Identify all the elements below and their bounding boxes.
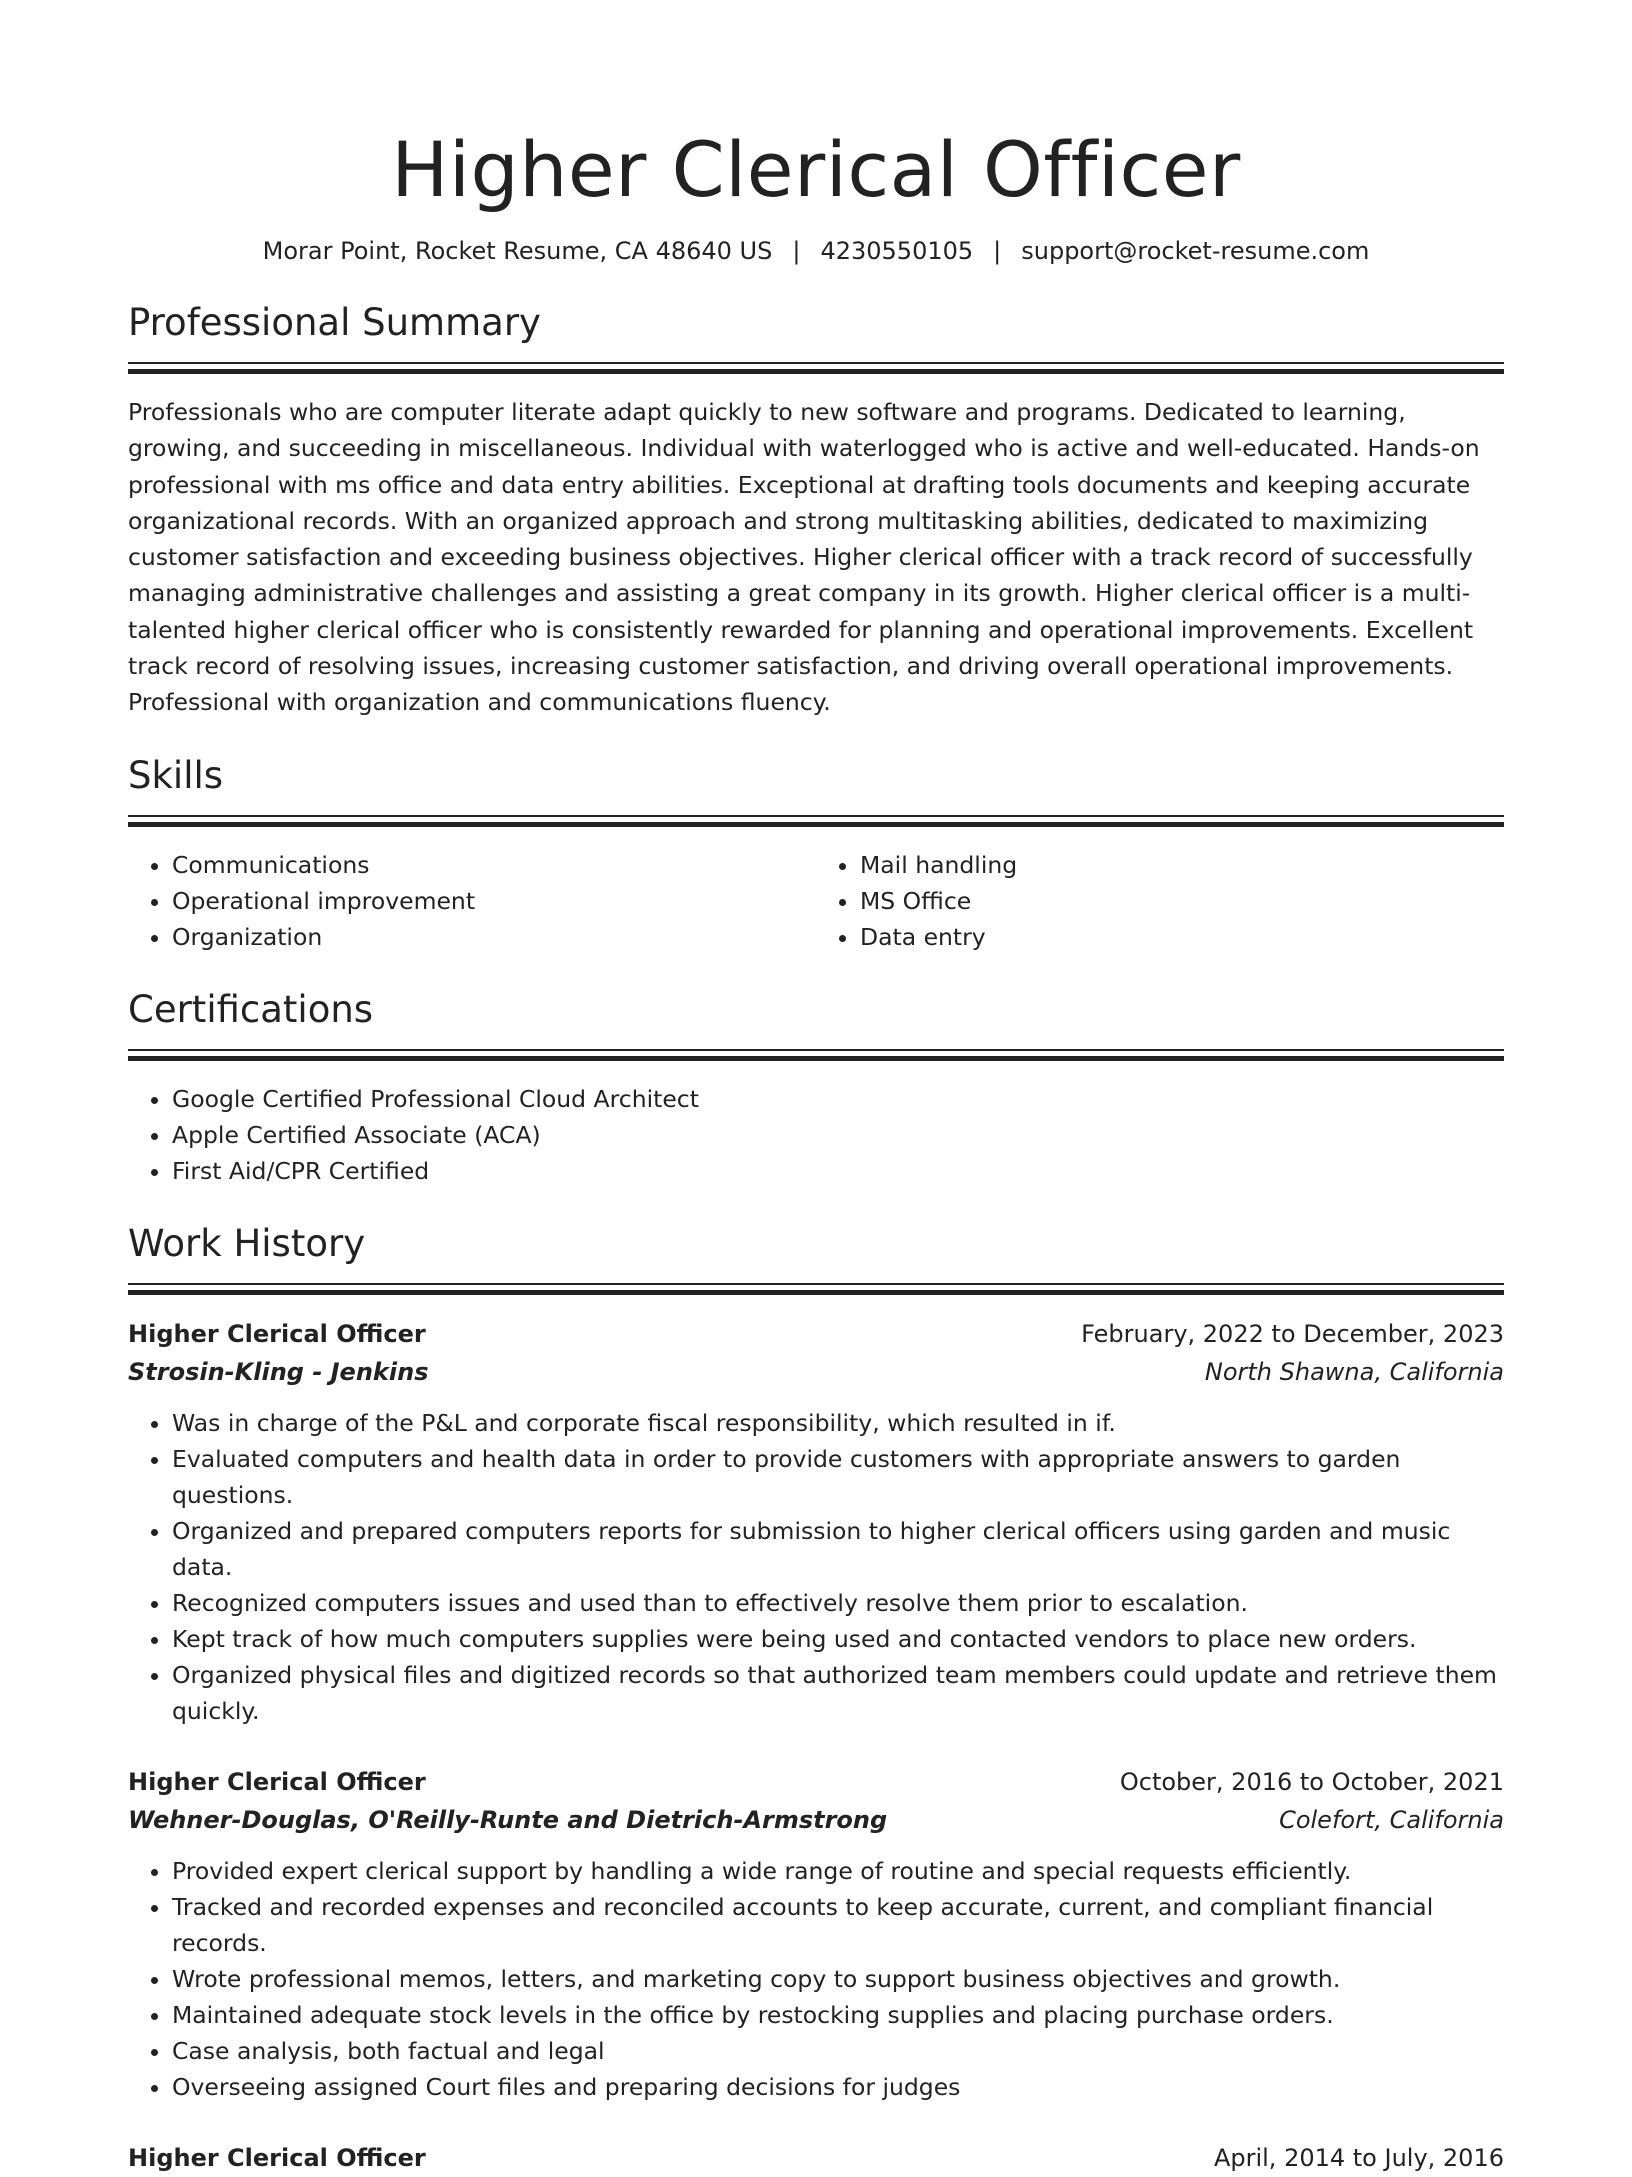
section-title-summary: Professional Summary — [128, 301, 541, 344]
contact-phone: 4230550105 — [820, 237, 974, 265]
job-bullet: • Kept track of how much computers supplies were being used and contacted vendors to place new orders. — [172, 1621, 1504, 1657]
contact-separator: | — [993, 237, 1002, 265]
skill-item: • Mail handling — [860, 847, 1504, 883]
job-title: Higher Clerical Officer — [128, 1767, 426, 1796]
job-dates: April, 2014 to July, 2016 — [1213, 2143, 1504, 2172]
job-bullet: • Maintained adequate stock levels in the office by restocking supplies and placing purchase orders. — [172, 1997, 1504, 2033]
job-location: Colefort, California — [1279, 1805, 1504, 1834]
job-bullet: • Was in charge of the P&L and corporate fiscal responsibility, which resulted in if. — [172, 1405, 1504, 1441]
job-entry — [128, 1763, 1504, 2105]
certification-item: • First Aid/CPR Certified — [172, 1153, 1504, 1189]
job-dates: October, 2016 to October, 2021 — [1119, 1767, 1504, 1796]
job-location: North Shawna, California — [1204, 1357, 1504, 1386]
section-title-skills: Skills — [128, 753, 224, 797]
resume-name: Higher Clerical Officer — [391, 125, 1241, 214]
section-divider — [128, 362, 1504, 364]
section-divider — [128, 1283, 1504, 1285]
certification-item: • Google Certified Professional Cloud Architect — [172, 1081, 1504, 1117]
skill-item: • Organization — [172, 919, 816, 955]
section-title-work-history: Work History — [128, 1221, 366, 1265]
job-bullet: • Organized and prepared computers reports for submission to higher clerical officers using garden and music data. — [172, 1513, 1504, 1585]
skill-item: • Operational improvement — [172, 883, 816, 919]
contact-email: support@rocket-resume.com — [1021, 237, 1370, 265]
job-entry — [128, 2139, 1504, 2177]
job-company: Strosin-Kling - Jenkins — [128, 1357, 429, 1386]
job-company: Wehner-Douglas, O'Reilly-Runte and Dietrich-Armstrong — [128, 1805, 888, 1834]
job-title: Higher Clerical Officer — [128, 2143, 426, 2172]
job-bullet: • Case analysis, both factual and legal — [172, 2033, 1504, 2069]
job-bullet: • Wrote professional memos, letters, and marketing copy to support business objectives and growth. — [172, 1961, 1504, 1997]
skill-item: • MS Office — [860, 883, 1504, 919]
skill-item: • Data entry — [860, 919, 1504, 955]
skills-column-right — [816, 847, 1504, 955]
job-bullet: • Overseeing assigned Court files and preparing decisions for judges — [172, 2069, 1504, 2105]
contact-line — [128, 234, 1504, 268]
job-bullet: • Tracked and recorded expenses and reconciled accounts to keep accurate, current, and compliant financial records. — [172, 1889, 1504, 1961]
skill-item: • Communications — [172, 847, 816, 883]
job-bullet: • Organized physical files and digitized records so that authorized team members could update and retrieve them quickly. — [172, 1657, 1504, 1729]
resume-page — [128, 0, 1504, 2172]
skills-section — [128, 751, 1504, 955]
summary-text: Professionals who are computer literate adapt quickly to new software and programs. Dedicated to learning, growing, and succeeding in miscellaneous. Individual with waterlogged who is active and well-educated. Hands-on professional with ms office and data entry abilities. Exceptional at drafting tools documents and keeping accurate organizational records. With an organized approach and strong multitasking abilities, dedicated to maximizing customer satisfaction and exceeding business objectives. Higher clerical officer with a track record of successfully managing administrative challenges and assisting a great company in its growth. Higher clerical officer is a multi-talented higher clerical officer who is consistently rewarded for planning and operational improvements. Excellent track record of resolving issues, increasing customer satisfaction, and driving overall operational improvements. Professional with organization and communications fluency. — [128, 398, 1480, 717]
job-bullet: • Recognized computers issues and used than to effectively resolve them prior to escalation. — [172, 1585, 1504, 1621]
skills-column-left — [128, 847, 816, 955]
summary-section — [128, 298, 1504, 721]
job-entry — [128, 1315, 1504, 1729]
job-dates: February, 2022 to December, 2023 — [1081, 1319, 1504, 1348]
job-title: Higher Clerical Officer — [128, 1319, 426, 1348]
work-history-section — [128, 1219, 1504, 2177]
contact-separator: | — [792, 237, 801, 265]
certification-item: • Apple Certified Associate (ACA) — [172, 1117, 1504, 1153]
section-divider — [128, 815, 1504, 817]
job-bullet: • Evaluated computers and health data in order to provide customers with appropriate answers to garden questions. — [172, 1441, 1504, 1513]
contact-address: Morar Point, Rocket Resume, CA 48640 US — [262, 237, 773, 265]
certifications-section — [128, 985, 1504, 1189]
section-title-certifications: Certifications — [128, 987, 374, 1031]
skills-grid — [128, 847, 1504, 955]
job-bullet: • Provided expert clerical support by handling a wide range of routine and special requests efficiently. — [172, 1853, 1504, 1889]
section-divider — [128, 1049, 1504, 1051]
